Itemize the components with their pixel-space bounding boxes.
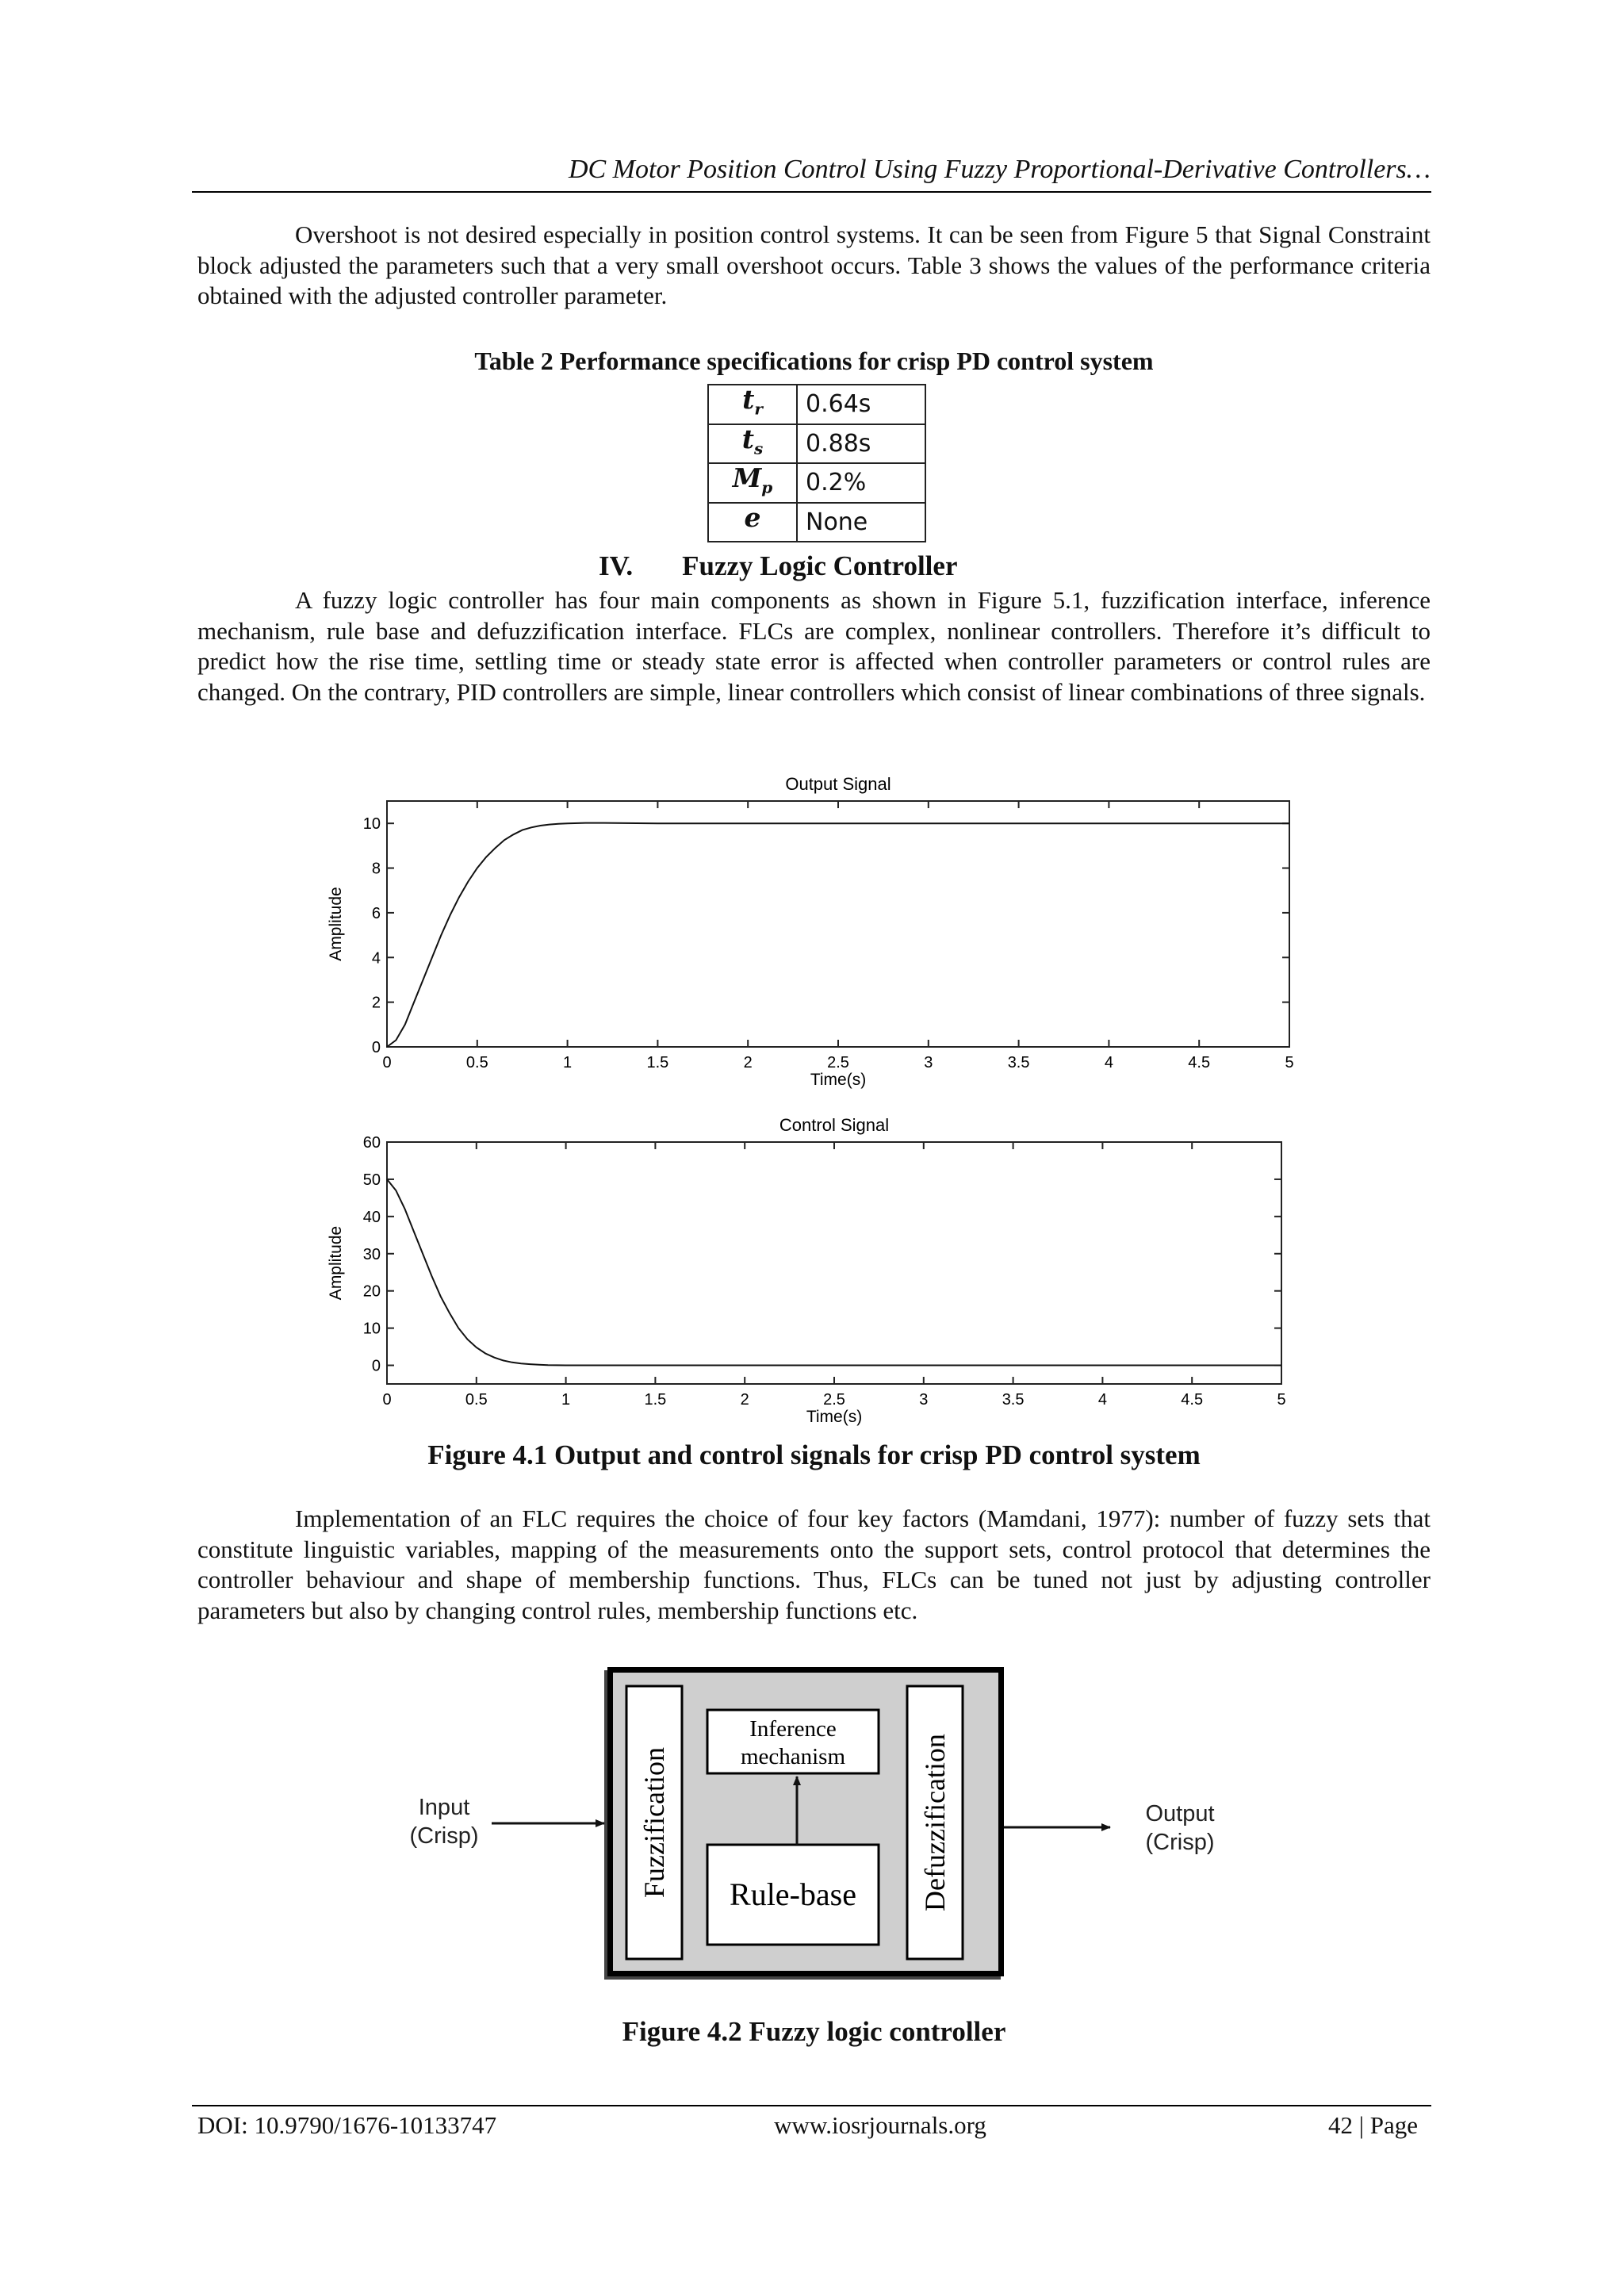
section-heading	[599, 550, 957, 582]
table-row	[708, 424, 925, 464]
x-tick-label: 5	[1285, 1054, 1294, 1071]
table-cell-symbol: $t_s$	[708, 424, 797, 464]
inference-label-line1: Inference	[749, 1716, 837, 1742]
x-tick-label: 3.5	[1002, 1391, 1025, 1409]
control-signal-chart	[313, 1106, 1312, 1443]
table-cell-symbol: $t_r$	[708, 385, 797, 424]
paragraph-flc-implementation	[197, 1504, 1431, 1626]
x-tick-label: 2.5	[827, 1054, 849, 1071]
output-label-line1: Output	[1145, 1801, 1215, 1826]
running-title: DC Motor Position Control Using Fuzzy Proportional-Derivative Controllers…	[568, 155, 1431, 184]
paragraph-overshoot	[197, 220, 1431, 312]
x-tick-label: 4.5	[1188, 1054, 1211, 1071]
y-tick-label: 0	[371, 1039, 381, 1056]
x-tick-label: 2	[743, 1054, 753, 1071]
output-signal-chart	[313, 765, 1312, 1098]
x-tick-label: 0.5	[465, 1391, 488, 1409]
x-tick-label: 0.5	[465, 1054, 488, 1071]
series-line	[387, 823, 1289, 1047]
performance-table	[707, 384, 926, 542]
x-tick-label: 3	[919, 1391, 929, 1409]
x-axis-label: Time(s)	[806, 1408, 863, 1426]
y-tick-label: 8	[371, 860, 381, 878]
footer-rule	[192, 2105, 1431, 2106]
paragraph-text: Implementation of an FLC requires the choice of four key factors (Mamdani, 1977): number of fuzzy sets that constitute linguistic variables, mapping of the measurements onto the support sets, control protocol that determines the controller behaviour and shape of membership functions. Thus, FLCs can be tuned not just by adjusting controller parameters but also by changing control rules, membership functions etc.	[197, 1504, 1431, 1624]
y-tick-label: 6	[371, 904, 381, 922]
defuzzification-label: Defuzzification	[919, 1734, 951, 1911]
y-tick-label: 60	[362, 1134, 381, 1152]
x-tick-label: 4	[1097, 1391, 1107, 1409]
inference-label-line2: mechanism	[740, 1744, 846, 1769]
plot-frame	[387, 1142, 1281, 1384]
table-cell-symbol: e	[708, 503, 797, 542]
x-tick-label: 4.5	[1181, 1391, 1204, 1409]
output-label-line2: (Crisp)	[1145, 1830, 1215, 1855]
x-tick-label: 1.5	[646, 1054, 669, 1071]
x-tick-label: 0	[382, 1054, 392, 1071]
x-axis-label: Time(s)	[810, 1071, 867, 1089]
y-axis-label: Amplitude	[327, 1225, 345, 1301]
y-tick-label: 4	[371, 949, 381, 968]
fuzzy-controller-diagram	[381, 1658, 1253, 1991]
y-tick-label: 40	[362, 1208, 381, 1226]
x-tick-label: 5	[1277, 1391, 1286, 1409]
fuzzification-label: Fuzzification	[638, 1747, 670, 1898]
y-axis-label: Amplitude	[327, 887, 345, 961]
table-row	[708, 503, 925, 542]
section-number: IV.	[599, 550, 634, 581]
x-tick-label: 2.5	[823, 1391, 845, 1409]
y-tick-label: 2	[371, 994, 381, 1012]
section-title: Fuzzy Logic Controller	[682, 550, 958, 581]
y-tick-label: 10	[362, 1320, 381, 1338]
table-caption: Table 2 Performance specifications for crisp PD control system	[474, 347, 1154, 375]
plot-frame	[387, 801, 1289, 1047]
y-tick-label: 0	[371, 1357, 381, 1375]
x-tick-label: 1.5	[644, 1391, 667, 1409]
footer-website: www.iosrjournals.org	[774, 2111, 986, 2139]
x-tick-label: 4	[1104, 1054, 1113, 1071]
x-tick-label: 3.5	[1007, 1054, 1030, 1071]
table-cell-symbol: $M_p$	[708, 463, 797, 503]
paragraph-text: A fuzzy logic controller has four main components as shown in Figure 5.1, fuzzification interface, inference mechanism, rule base and defuzzification interface. FLCs are complex, nonlinear controllers. Therefore it’s difficult to predict how the rise time, settling time or steady state error is affected when controller parameters or control rules are changed. On the contrary, PID controllers are simple, linear controllers which consist of linear combinations of three signals.	[197, 586, 1431, 706]
table-cell-value: 0.2%	[797, 463, 925, 503]
series-line	[387, 1179, 1281, 1366]
y-tick-label: 50	[362, 1171, 381, 1189]
x-tick-label: 0	[382, 1391, 392, 1409]
x-tick-label: 1	[563, 1054, 573, 1071]
table-row	[708, 385, 925, 424]
table-cell-value: 0.64s	[797, 385, 925, 424]
figure-4-2-caption: Figure 4.2 Fuzzy logic controller	[622, 2016, 1006, 2047]
table-cell-value: None	[797, 503, 925, 542]
x-tick-label: 1	[561, 1391, 571, 1409]
table-cell-value: 0.88s	[797, 424, 925, 464]
footer-doi: DOI: 10.9790/1676-10133747	[197, 2111, 497, 2139]
footer-page-number: 42 | Page	[1328, 2111, 1418, 2139]
y-tick-label: 30	[362, 1245, 381, 1263]
input-label-line2: (Crisp)	[409, 1823, 479, 1849]
table-row	[708, 463, 925, 503]
y-tick-label: 20	[362, 1282, 381, 1301]
x-tick-label: 3	[924, 1054, 933, 1071]
chart-title: Output Signal	[785, 774, 891, 794]
header-rule	[192, 191, 1431, 193]
rulebase-label: Rule-base	[730, 1876, 856, 1912]
chart-title: Control Signal	[779, 1115, 890, 1135]
y-tick-label: 10	[362, 815, 381, 834]
paragraph-flc-intro	[197, 585, 1431, 707]
x-tick-label: 2	[740, 1391, 749, 1409]
input-label-line1: Input	[418, 1795, 470, 1820]
paragraph-text: Overshoot is not desired especially in position control systems. It can be seen from Figure 5 that Signal Constraint block adjusted the parameters such that a very small overshoot occurs. Table 3 shows the values of the performance criteria obtained with the adjusted controller parameter.	[197, 220, 1431, 309]
figure-4-1-caption: Figure 4.1 Output and control signals for crisp PD control system	[427, 1439, 1201, 1470]
